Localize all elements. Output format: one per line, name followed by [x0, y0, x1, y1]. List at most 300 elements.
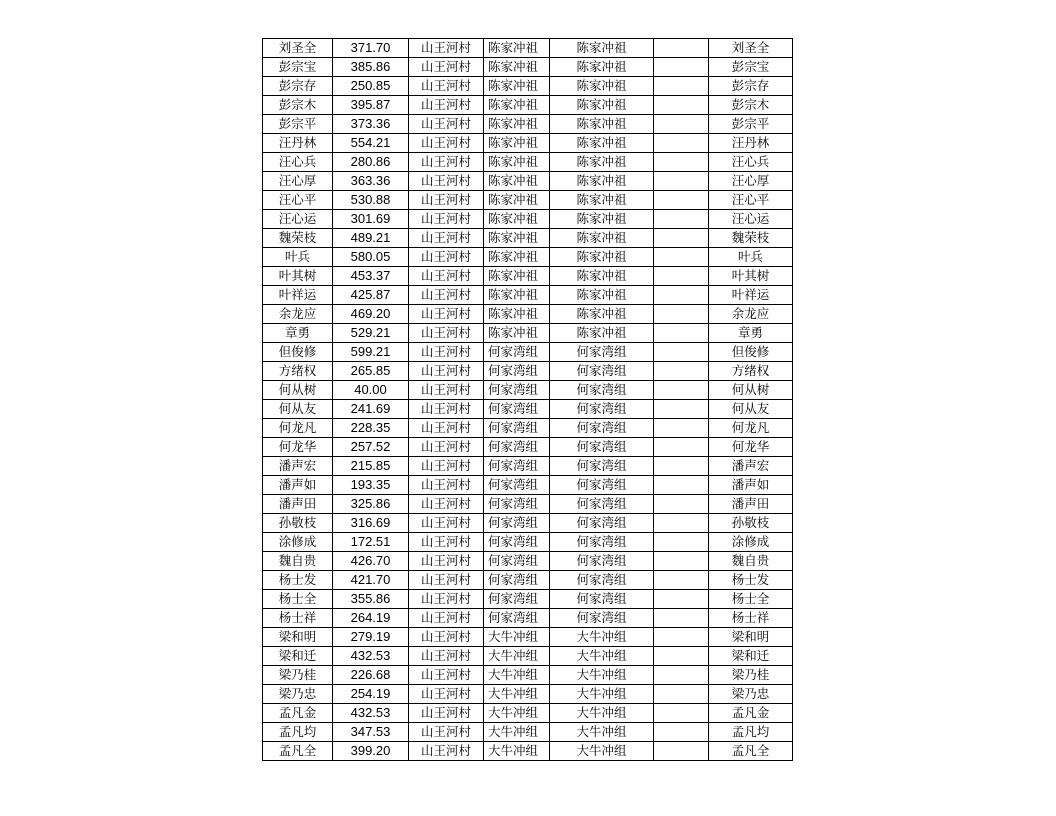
- group-cell-2: 何家湾组: [550, 590, 654, 609]
- name-cell: 方绪权: [263, 362, 333, 381]
- table-row: [263, 419, 793, 438]
- amount-cell: 453.37: [333, 267, 409, 286]
- group-cell-2: 大牛冲组: [550, 647, 654, 666]
- empty-cell: [654, 457, 709, 476]
- table-row: [263, 305, 793, 324]
- group-cell: 陈家冲祖: [484, 153, 550, 172]
- name-cell-2: 魏自贵: [709, 552, 793, 571]
- group-cell-2: 陈家冲祖: [550, 58, 654, 77]
- group-cell-2: 陈家冲祖: [550, 305, 654, 324]
- name-cell-2: 何龙华: [709, 438, 793, 457]
- group-cell-2: 何家湾组: [550, 552, 654, 571]
- group-cell: 何家湾组: [484, 514, 550, 533]
- group-cell: 何家湾组: [484, 571, 550, 590]
- group-cell-2: 何家湾组: [550, 381, 654, 400]
- table-row: [263, 229, 793, 248]
- name-cell: 梁乃桂: [263, 666, 333, 685]
- amount-cell: 254.19: [333, 685, 409, 704]
- group-cell-2: 何家湾组: [550, 343, 654, 362]
- name-cell: 余龙应: [263, 305, 333, 324]
- amount-cell: 529.21: [333, 324, 409, 343]
- empty-cell: [654, 267, 709, 286]
- table-row: [263, 267, 793, 286]
- name-cell-2: 但俊修: [709, 343, 793, 362]
- name-cell-2: 梁乃忠: [709, 685, 793, 704]
- empty-cell: [654, 685, 709, 704]
- empty-cell: [654, 305, 709, 324]
- name-cell-2: 孙敬枝: [709, 514, 793, 533]
- village-cell: 山王河村: [409, 609, 484, 628]
- village-cell: 山王河村: [409, 210, 484, 229]
- group-cell-2: 陈家冲祖: [550, 267, 654, 286]
- name-cell: 潘声如: [263, 476, 333, 495]
- group-cell: 何家湾组: [484, 476, 550, 495]
- amount-cell: 264.19: [333, 609, 409, 628]
- village-cell: 山王河村: [409, 400, 484, 419]
- empty-cell: [654, 96, 709, 115]
- table-row: [263, 343, 793, 362]
- group-cell-2: 何家湾组: [550, 457, 654, 476]
- name-cell-2: 叶其树: [709, 267, 793, 286]
- name-cell-2: 彭宗平: [709, 115, 793, 134]
- village-cell: 山王河村: [409, 628, 484, 647]
- village-cell: 山王河村: [409, 666, 484, 685]
- group-cell: 陈家冲祖: [484, 191, 550, 210]
- amount-cell: 280.86: [333, 153, 409, 172]
- data-table: [262, 38, 793, 761]
- empty-cell: [654, 495, 709, 514]
- amount-cell: 355.86: [333, 590, 409, 609]
- amount-cell: 172.51: [333, 533, 409, 552]
- empty-cell: [654, 153, 709, 172]
- amount-cell: 421.70: [333, 571, 409, 590]
- empty-cell: [654, 723, 709, 742]
- group-cell-2: 大牛冲组: [550, 628, 654, 647]
- name-cell-2: 潘声如: [709, 476, 793, 495]
- name-cell-2: 汪心运: [709, 210, 793, 229]
- name-cell: 杨士全: [263, 590, 333, 609]
- group-cell: 陈家冲祖: [484, 172, 550, 191]
- empty-cell: [654, 704, 709, 723]
- name-cell: 杨士发: [263, 571, 333, 590]
- name-cell: 潘声宏: [263, 457, 333, 476]
- village-cell: 山王河村: [409, 552, 484, 571]
- name-cell: 汪心厚: [263, 172, 333, 191]
- empty-cell: [654, 191, 709, 210]
- group-cell: 何家湾组: [484, 590, 550, 609]
- group-cell: 陈家冲祖: [484, 58, 550, 77]
- group-cell: 陈家冲祖: [484, 96, 550, 115]
- empty-cell: [654, 647, 709, 666]
- empty-cell: [654, 248, 709, 267]
- village-cell: 山王河村: [409, 685, 484, 704]
- name-cell-2: 彭宗宝: [709, 58, 793, 77]
- table-row: [263, 286, 793, 305]
- group-cell: 陈家冲祖: [484, 229, 550, 248]
- name-cell: 孟凡金: [263, 704, 333, 723]
- group-cell: 大牛冲组: [484, 704, 550, 723]
- name-cell: 何从树: [263, 381, 333, 400]
- group-cell-2: 陈家冲祖: [550, 324, 654, 343]
- group-cell: 何家湾组: [484, 457, 550, 476]
- table-row: [263, 723, 793, 742]
- table-row: [263, 609, 793, 628]
- group-cell-2: 陈家冲祖: [550, 172, 654, 191]
- amount-cell: 193.35: [333, 476, 409, 495]
- group-cell-2: 何家湾组: [550, 514, 654, 533]
- empty-cell: [654, 58, 709, 77]
- amount-cell: 347.53: [333, 723, 409, 742]
- amount-cell: 371.70: [333, 39, 409, 58]
- village-cell: 山王河村: [409, 476, 484, 495]
- group-cell-2: 何家湾组: [550, 419, 654, 438]
- amount-cell: 580.05: [333, 248, 409, 267]
- group-cell: 大牛冲组: [484, 723, 550, 742]
- group-cell: 大牛冲组: [484, 742, 550, 761]
- amount-cell: 316.69: [333, 514, 409, 533]
- group-cell: 何家湾组: [484, 552, 550, 571]
- name-cell: 何龙凡: [263, 419, 333, 438]
- table-body: [263, 39, 793, 761]
- amount-cell: 425.87: [333, 286, 409, 305]
- village-cell: 山王河村: [409, 305, 484, 324]
- group-cell: 何家湾组: [484, 495, 550, 514]
- village-cell: 山王河村: [409, 324, 484, 343]
- table-row: [263, 39, 793, 58]
- village-cell: 山王河村: [409, 191, 484, 210]
- group-cell-2: 陈家冲祖: [550, 134, 654, 153]
- table-row: [263, 248, 793, 267]
- empty-cell: [654, 115, 709, 134]
- name-cell-2: 叶兵: [709, 248, 793, 267]
- amount-cell: 530.88: [333, 191, 409, 210]
- name-cell-2: 叶祥运: [709, 286, 793, 305]
- name-cell-2: 孟凡全: [709, 742, 793, 761]
- name-cell: 汪心运: [263, 210, 333, 229]
- village-cell: 山王河村: [409, 77, 484, 96]
- table-row: [263, 704, 793, 723]
- name-cell: 彭宗平: [263, 115, 333, 134]
- amount-cell: 554.21: [333, 134, 409, 153]
- table-row: [263, 153, 793, 172]
- village-cell: 山王河村: [409, 419, 484, 438]
- name-cell: 何龙华: [263, 438, 333, 457]
- village-cell: 山王河村: [409, 267, 484, 286]
- group-cell: 陈家冲祖: [484, 77, 550, 96]
- amount-cell: 373.36: [333, 115, 409, 134]
- empty-cell: [654, 134, 709, 153]
- amount-cell: 257.52: [333, 438, 409, 457]
- name-cell-2: 孟凡金: [709, 704, 793, 723]
- group-cell-2: 大牛冲组: [550, 704, 654, 723]
- empty-cell: [654, 39, 709, 58]
- amount-cell: 265.85: [333, 362, 409, 381]
- name-cell: 梁和迁: [263, 647, 333, 666]
- name-cell: 魏荣枝: [263, 229, 333, 248]
- amount-cell: 40.00: [333, 381, 409, 400]
- group-cell: 陈家冲祖: [484, 324, 550, 343]
- village-cell: 山王河村: [409, 134, 484, 153]
- empty-cell: [654, 210, 709, 229]
- table-row: [263, 628, 793, 647]
- village-cell: 山王河村: [409, 115, 484, 134]
- group-cell: 陈家冲祖: [484, 210, 550, 229]
- name-cell-2: 汪心兵: [709, 153, 793, 172]
- name-cell-2: 何从树: [709, 381, 793, 400]
- group-cell-2: 陈家冲祖: [550, 96, 654, 115]
- group-cell-2: 大牛冲组: [550, 742, 654, 761]
- empty-cell: [654, 590, 709, 609]
- empty-cell: [654, 172, 709, 191]
- empty-cell: [654, 571, 709, 590]
- name-cell-2: 涂修成: [709, 533, 793, 552]
- village-cell: 山王河村: [409, 514, 484, 533]
- village-cell: 山王河村: [409, 362, 484, 381]
- name-cell: 叶兵: [263, 248, 333, 267]
- name-cell-2: 何龙凡: [709, 419, 793, 438]
- village-cell: 山王河村: [409, 571, 484, 590]
- table-row: [263, 191, 793, 210]
- group-cell: 陈家冲祖: [484, 134, 550, 153]
- table-row: [263, 647, 793, 666]
- name-cell: 涂修成: [263, 533, 333, 552]
- amount-cell: 385.86: [333, 58, 409, 77]
- name-cell: 彭宗木: [263, 96, 333, 115]
- empty-cell: [654, 742, 709, 761]
- group-cell: 大牛冲组: [484, 628, 550, 647]
- amount-cell: 279.19: [333, 628, 409, 647]
- village-cell: 山王河村: [409, 286, 484, 305]
- table-row: [263, 381, 793, 400]
- name-cell-2: 潘声田: [709, 495, 793, 514]
- group-cell: 何家湾组: [484, 419, 550, 438]
- group-cell: 陈家冲祖: [484, 39, 550, 58]
- village-cell: 山王河村: [409, 343, 484, 362]
- empty-cell: [654, 381, 709, 400]
- empty-cell: [654, 552, 709, 571]
- name-cell: 但俊修: [263, 343, 333, 362]
- group-cell-2: 陈家冲祖: [550, 153, 654, 172]
- name-cell-2: 梁乃桂: [709, 666, 793, 685]
- group-cell: 陈家冲祖: [484, 305, 550, 324]
- name-cell-2: 杨士祥: [709, 609, 793, 628]
- village-cell: 山王河村: [409, 229, 484, 248]
- name-cell-2: 魏荣枝: [709, 229, 793, 248]
- name-cell: 彭宗宝: [263, 58, 333, 77]
- group-cell: 大牛冲组: [484, 666, 550, 685]
- amount-cell: 226.68: [333, 666, 409, 685]
- table-row: [263, 362, 793, 381]
- table-row: [263, 172, 793, 191]
- group-cell: 何家湾组: [484, 533, 550, 552]
- table-row: [263, 742, 793, 761]
- amount-cell: 432.53: [333, 647, 409, 666]
- amount-cell: 363.36: [333, 172, 409, 191]
- group-cell-2: 何家湾组: [550, 400, 654, 419]
- name-cell: 章勇: [263, 324, 333, 343]
- table-row: [263, 324, 793, 343]
- table-row: [263, 115, 793, 134]
- empty-cell: [654, 476, 709, 495]
- name-cell: 叶祥运: [263, 286, 333, 305]
- group-cell-2: 陈家冲祖: [550, 77, 654, 96]
- group-cell-2: 陈家冲祖: [550, 248, 654, 267]
- table-row: [263, 476, 793, 495]
- empty-cell: [654, 362, 709, 381]
- name-cell-2: 汪丹林: [709, 134, 793, 153]
- name-cell-2: 余龙应: [709, 305, 793, 324]
- name-cell: 梁乃忠: [263, 685, 333, 704]
- group-cell: 大牛冲组: [484, 685, 550, 704]
- amount-cell: 215.85: [333, 457, 409, 476]
- group-cell: 何家湾组: [484, 381, 550, 400]
- name-cell: 孟凡均: [263, 723, 333, 742]
- name-cell-2: 杨士发: [709, 571, 793, 590]
- empty-cell: [654, 343, 709, 362]
- amount-cell: 426.70: [333, 552, 409, 571]
- name-cell: 刘圣全: [263, 39, 333, 58]
- group-cell: 何家湾组: [484, 609, 550, 628]
- empty-cell: [654, 438, 709, 457]
- village-cell: 山王河村: [409, 723, 484, 742]
- group-cell-2: 陈家冲祖: [550, 210, 654, 229]
- amount-cell: 469.20: [333, 305, 409, 324]
- group-cell-2: 大牛冲组: [550, 666, 654, 685]
- village-cell: 山王河村: [409, 248, 484, 267]
- empty-cell: [654, 400, 709, 419]
- empty-cell: [654, 514, 709, 533]
- group-cell: 何家湾组: [484, 400, 550, 419]
- group-cell: 大牛冲组: [484, 647, 550, 666]
- name-cell-2: 彭宗存: [709, 77, 793, 96]
- empty-cell: [654, 229, 709, 248]
- village-cell: 山王河村: [409, 438, 484, 457]
- village-cell: 山王河村: [409, 172, 484, 191]
- table-row: [263, 134, 793, 153]
- amount-cell: 432.53: [333, 704, 409, 723]
- amount-cell: 399.20: [333, 742, 409, 761]
- village-cell: 山王河村: [409, 39, 484, 58]
- group-cell: 何家湾组: [484, 438, 550, 457]
- group-cell: 何家湾组: [484, 343, 550, 362]
- group-cell-2: 陈家冲祖: [550, 286, 654, 305]
- name-cell: 孙敬枝: [263, 514, 333, 533]
- empty-cell: [654, 324, 709, 343]
- group-cell-2: 何家湾组: [550, 571, 654, 590]
- amount-cell: 301.69: [333, 210, 409, 229]
- village-cell: 山王河村: [409, 704, 484, 723]
- village-cell: 山王河村: [409, 533, 484, 552]
- name-cell-2: 孟凡均: [709, 723, 793, 742]
- table-row: [263, 77, 793, 96]
- name-cell-2: 刘圣全: [709, 39, 793, 58]
- table-row: [263, 514, 793, 533]
- village-cell: 山王河村: [409, 495, 484, 514]
- village-cell: 山王河村: [409, 58, 484, 77]
- name-cell-2: 彭宗木: [709, 96, 793, 115]
- group-cell-2: 何家湾组: [550, 533, 654, 552]
- village-cell: 山王河村: [409, 457, 484, 476]
- name-cell-2: 何从友: [709, 400, 793, 419]
- group-cell-2: 何家湾组: [550, 495, 654, 514]
- name-cell: 潘声田: [263, 495, 333, 514]
- group-cell: 陈家冲祖: [484, 115, 550, 134]
- table-row: [263, 210, 793, 229]
- group-cell: 陈家冲祖: [484, 248, 550, 267]
- name-cell: 魏自贵: [263, 552, 333, 571]
- table-row: [263, 533, 793, 552]
- village-cell: 山王河村: [409, 96, 484, 115]
- group-cell-2: 大牛冲组: [550, 685, 654, 704]
- name-cell: 杨士祥: [263, 609, 333, 628]
- table-row: [263, 58, 793, 77]
- amount-cell: 241.69: [333, 400, 409, 419]
- name-cell: 叶其树: [263, 267, 333, 286]
- amount-cell: 395.87: [333, 96, 409, 115]
- name-cell-2: 梁和明: [709, 628, 793, 647]
- name-cell-2: 汪心平: [709, 191, 793, 210]
- name-cell: 汪心兵: [263, 153, 333, 172]
- name-cell: 汪丹林: [263, 134, 333, 153]
- name-cell: 何从友: [263, 400, 333, 419]
- village-cell: 山王河村: [409, 647, 484, 666]
- group-cell: 陈家冲祖: [484, 286, 550, 305]
- name-cell-2: 汪心厚: [709, 172, 793, 191]
- name-cell-2: 潘声宏: [709, 457, 793, 476]
- empty-cell: [654, 533, 709, 552]
- group-cell-2: 陈家冲祖: [550, 229, 654, 248]
- group-cell-2: 何家湾组: [550, 362, 654, 381]
- name-cell: 汪心平: [263, 191, 333, 210]
- table-row: [263, 590, 793, 609]
- amount-cell: 489.21: [333, 229, 409, 248]
- table-row: [263, 685, 793, 704]
- name-cell: 彭宗存: [263, 77, 333, 96]
- table-row: [263, 400, 793, 419]
- name-cell: 孟凡全: [263, 742, 333, 761]
- amount-cell: 250.85: [333, 77, 409, 96]
- name-cell: 梁和明: [263, 628, 333, 647]
- empty-cell: [654, 77, 709, 96]
- table-row: [263, 438, 793, 457]
- group-cell-2: 大牛冲组: [550, 723, 654, 742]
- name-cell-2: 梁和迁: [709, 647, 793, 666]
- table-row: [263, 666, 793, 685]
- group-cell-2: 陈家冲祖: [550, 115, 654, 134]
- group-cell-2: 何家湾组: [550, 476, 654, 495]
- table-row: [263, 495, 793, 514]
- amount-cell: 599.21: [333, 343, 409, 362]
- name-cell-2: 章勇: [709, 324, 793, 343]
- village-cell: 山王河村: [409, 381, 484, 400]
- group-cell: 陈家冲祖: [484, 267, 550, 286]
- group-cell-2: 何家湾组: [550, 609, 654, 628]
- group-cell: 何家湾组: [484, 362, 550, 381]
- village-cell: 山王河村: [409, 153, 484, 172]
- amount-cell: 325.86: [333, 495, 409, 514]
- amount-cell: 228.35: [333, 419, 409, 438]
- village-cell: 山王河村: [409, 590, 484, 609]
- group-cell-2: 陈家冲祖: [550, 191, 654, 210]
- name-cell-2: 方绪权: [709, 362, 793, 381]
- group-cell-2: 陈家冲祖: [550, 39, 654, 58]
- empty-cell: [654, 419, 709, 438]
- table-row: [263, 571, 793, 590]
- group-cell-2: 何家湾组: [550, 438, 654, 457]
- table-row: [263, 552, 793, 571]
- empty-cell: [654, 666, 709, 685]
- empty-cell: [654, 609, 709, 628]
